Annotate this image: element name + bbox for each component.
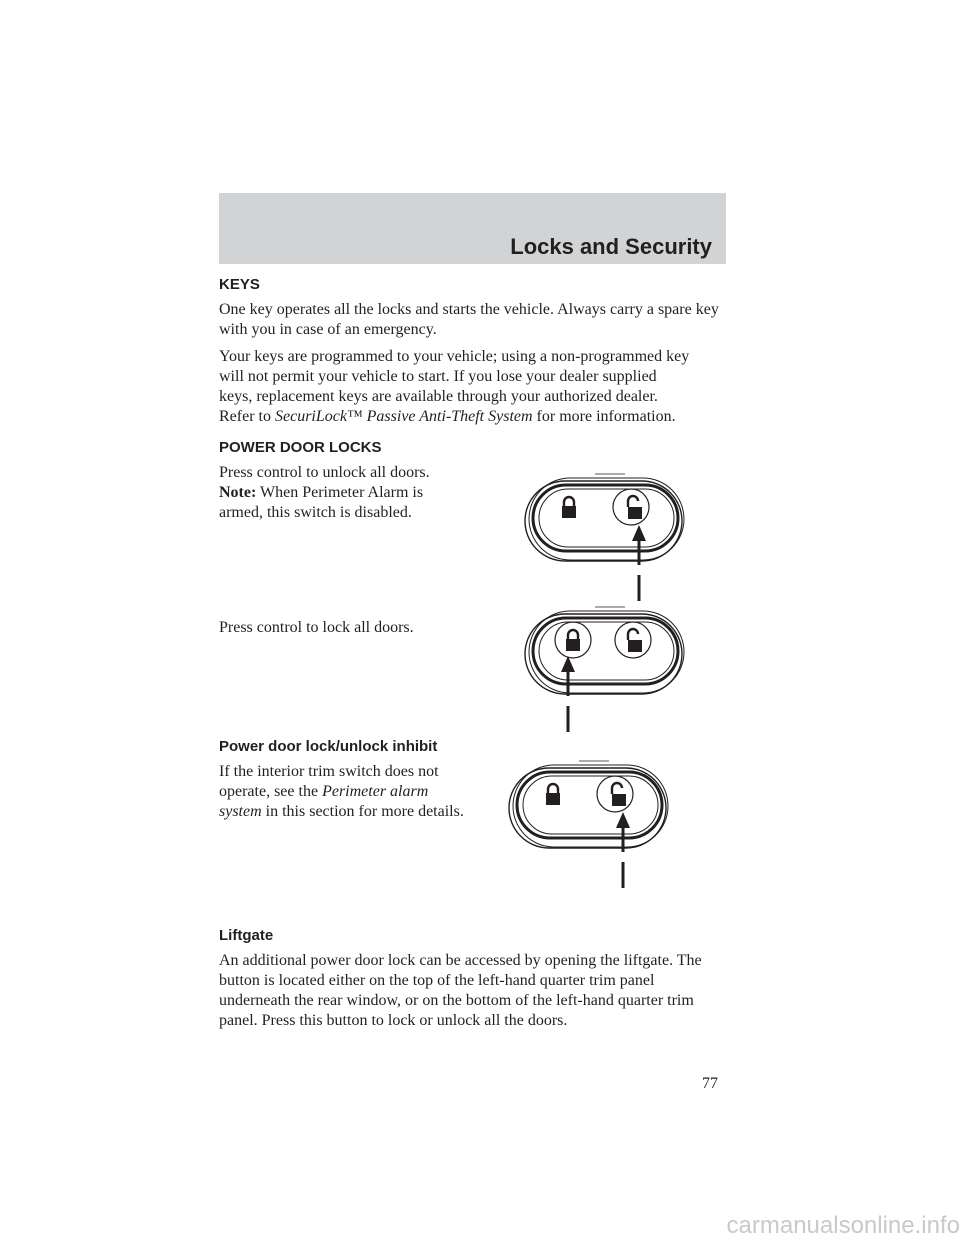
liftgate-heading: Liftgate: [219, 927, 274, 944]
refer-suffix: for more information.: [532, 408, 676, 425]
lock-instructions: [219, 618, 464, 638]
lock-icon: [562, 497, 576, 518]
press-arrow: [616, 812, 630, 888]
inhibit-switch-figure: [499, 740, 674, 920]
lock-switch-svg: [515, 586, 690, 766]
watermark-text: carmanualsonline.info: [726, 1212, 960, 1239]
inhibit-switch-svg: [499, 740, 674, 920]
note-text: When Perimeter Alarm is armed, this switch is disabled.: [219, 484, 424, 521]
keys-heading: KEYS: [219, 276, 260, 293]
keys-paragraph-2-line-3: keys, replacement keys are available through your authorized dealer.: [219, 388, 658, 405]
keys-paragraph-2-line-1: Your keys are programmed to your vehicle; using a non-programmed key: [219, 348, 690, 365]
inhibit-heading: Power door lock/unlock inhibit: [219, 738, 438, 755]
inhibit-text-prefix: If the interior trim switch does not operate, see the: [219, 763, 439, 800]
lock-switch-figure: [515, 586, 690, 766]
lock-icon: [546, 784, 560, 805]
refer-prefix: Refer to: [219, 408, 275, 425]
note-label: Note:: [219, 484, 257, 501]
section-header-band: [219, 193, 726, 264]
power-door-locks-heading: POWER DOOR LOCKS: [219, 439, 382, 456]
unlock-icon: [628, 629, 642, 652]
unlock-icon: [612, 783, 626, 806]
inhibit-text-suffix: in this section for more details.: [261, 803, 464, 820]
unlock-icon: [628, 496, 642, 519]
lock-text: Press control to lock all doors.: [219, 619, 414, 636]
unlock-text: Press control to unlock all doors.: [219, 464, 430, 481]
keys-paragraph-1: One key operates all the locks and starts the vehicle. Always carry a spare key with you in case of an emergency.: [219, 301, 719, 338]
unlock-instructions: [219, 463, 464, 523]
securilock-reference: SecuriLock™ Passive Anti-Theft System: [274, 408, 533, 425]
inhibit-text: [219, 762, 464, 822]
page-content: [219, 276, 729, 1038]
page-number: 77: [702, 1075, 718, 1092]
inhibit-instructions: [219, 762, 464, 822]
inhibit-row: [219, 762, 729, 917]
section-title: Locks and Security: [510, 234, 712, 259]
keys-paragraph-2-line-2: will not permit your vehicle to start. If you lose your dealer supplied: [219, 368, 657, 385]
keys-paragraph-2: [219, 347, 729, 427]
lock-row: [219, 618, 729, 738]
liftgate-paragraph: An additional power door lock can be accessed by opening the liftgate. The button is located either on the top of the left-hand quarter trim panel underneath the rear window, or on the bottom of the left-hand quarter trim panel. Press this button to lock or unlock all the doors.: [219, 952, 702, 1029]
note-paragraph: [219, 483, 464, 523]
perimeter-alarm-reference: Perimeter alarm system: [219, 783, 429, 820]
lock-icon: [566, 630, 580, 651]
